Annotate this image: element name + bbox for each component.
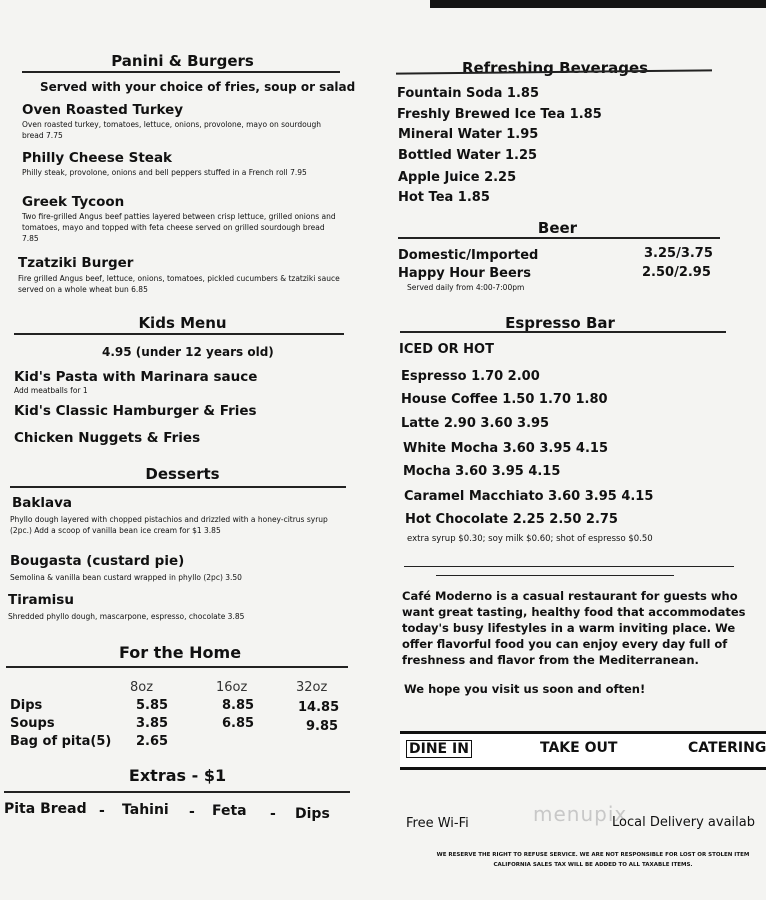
beer-price: 2.50/2.95: [642, 265, 711, 280]
beer-price: 3.25/3.75: [644, 246, 713, 261]
menu-item-desc: Philly steak, provolone, onions and bell peppers stuffed in a French roll 7.95: [22, 168, 307, 177]
menu-item-title: Tiramisu: [8, 592, 74, 608]
extras-separator: -: [270, 806, 276, 822]
size-header: 32oz: [296, 680, 328, 695]
espresso-item: White Mocha 3.60 3.95 4.15: [403, 441, 609, 456]
beer-name: Happy Hour Beers: [398, 266, 531, 281]
espresso-item: Espresso 1.70 2.00: [401, 369, 540, 384]
extras-rule: [4, 791, 350, 793]
menu-item-title: Oven Roasted Turkey: [22, 102, 184, 118]
legal-line: WE RESERVE THE RIGHT TO REFUSE SERVICE. WE ARE NOT RESPONSIBLE FOR LOST OR STOLEN ITEM: [436, 852, 750, 858]
watermark: menupix: [533, 802, 628, 826]
desserts-rule: [10, 486, 346, 488]
home-row-price: 9.85: [306, 719, 339, 734]
menu-item-title: Kid's Classic Hamburger & Fries: [14, 403, 257, 419]
home-row-price: 14.85: [298, 700, 340, 715]
menu-item-title: Greek Tycoon: [22, 194, 125, 210]
beer-heading: Beer: [537, 219, 578, 237]
extras-heading: Extras - $1: [128, 766, 227, 785]
beverage-item: Freshly Brewed Ice Tea 1.85: [397, 107, 602, 122]
about-rule: [404, 566, 734, 567]
kids-heading: Kids Menu: [138, 314, 227, 332]
beer-name: Domestic/Imported: [398, 248, 539, 263]
menu-item-desc: Oven roasted turkey, tomatoes, lettuce, onions, provolone, mayo on sourdough bread 7.75: [22, 120, 321, 140]
size-header: 16oz: [216, 680, 248, 695]
espresso-item: Caramel Macchiato 3.60 3.95 4.15: [404, 489, 654, 504]
service-take-out: TAKE OUT: [540, 740, 618, 756]
home-row-price: 5.85: [136, 698, 169, 713]
menu-item-title: Tzatziki Burger: [18, 255, 134, 271]
service-options-bar: [400, 731, 766, 770]
top-edge-bar: [430, 0, 766, 8]
espresso-item: Latte 2.90 3.60 3.95: [401, 416, 550, 431]
extras-item: Tahini: [122, 802, 169, 818]
menu-item-title: Baklava: [12, 495, 73, 511]
menu-item-desc: Fire grilled Angus beef, lettuce, onions, tomatoes, pickled cucumbers & tzatziki sauce served on a whole wheat bun 6.85: [18, 274, 340, 294]
menu-item-desc: Phyllo dough layered with chopped pistachios and drizzled with a honey-citrus syrup (2pc.) Add a scoop of vanilla bean ice cream for $1 3.85: [10, 515, 328, 535]
extras-item: Pita Bread: [4, 801, 87, 817]
extras-separator: -: [99, 803, 105, 819]
about-closing: We hope you visit us soon and often!: [404, 682, 646, 696]
home-row-name: Soups: [10, 716, 55, 731]
extras-item: Feta: [212, 803, 247, 819]
beverage-item: Apple Juice 2.25: [398, 170, 517, 185]
menu-item-desc: Semolina & vanilla bean custard wrapped in phyllo (2pc) 3.50: [10, 573, 242, 582]
espresso-rule: [400, 331, 726, 333]
extras-separator: -: [189, 804, 195, 820]
home-row-name: Dips: [10, 698, 43, 713]
kids-price: 4.95 (under 12 years old): [102, 345, 274, 359]
beer-note: Served daily from 4:00-7:00pm: [407, 283, 525, 292]
panini-heading: Panini & Burgers: [111, 52, 254, 70]
menu-item-desc: Two fire-grilled Angus beef patties layered between crisp lettuce, grilled onions and tomatoes, mayo and topped with feta cheese served on grilled sourdough bread 7.85: [22, 212, 336, 243]
home-row-price: 8.85: [222, 698, 255, 713]
home-rule: [6, 666, 348, 668]
beverage-item: Fountain Soda 1.85: [397, 86, 539, 101]
home-row-price: 2.65: [136, 734, 169, 749]
desserts-heading: Desserts: [145, 465, 220, 483]
espresso-item: House Coffee 1.50 1.70 1.80: [401, 392, 608, 407]
beverage-item: Mineral Water 1.95: [398, 127, 539, 142]
home-row-price: 6.85: [222, 716, 255, 731]
service-dine-in: DINE IN: [406, 740, 472, 758]
delivery-label: Local Delivery availab: [612, 815, 755, 830]
kids-rule: [14, 333, 344, 335]
beverage-item: Bottled Water 1.25: [398, 148, 538, 163]
espresso-subtitle: ICED OR HOT: [399, 342, 494, 357]
beer-rule: [398, 237, 720, 239]
service-catering: CATERING: [688, 740, 766, 756]
menu-item-title: Philly Cheese Steak: [22, 150, 173, 166]
espresso-note: extra syrup $0.30; soy milk $0.60; shot of espresso $0.50: [407, 534, 653, 544]
espresso-item: Mocha 3.60 3.95 4.15: [403, 464, 561, 479]
panini-rule: [22, 71, 340, 73]
beverages-heading: Refreshing Beverages: [461, 59, 649, 77]
home-row-name: Bag of pita(5): [10, 734, 112, 749]
home-heading: For the Home: [118, 643, 242, 662]
panini-subtitle: Served with your choice of fries, soup or salad: [40, 80, 356, 94]
extras-item: Dips: [295, 806, 330, 822]
about-text: Café Moderno is a casual restaurant for guests who want great tasting, healthy food that accommodates today's busy lifestyles in a warm inviting place. We offer flavorful food you can enjoy every day full of freshness and flavor from the Mediterranean.: [402, 589, 746, 667]
menu-item-desc: Add meatballs for 1: [14, 386, 88, 395]
legal-line: CALIFORNIA SALES TAX WILL BE ADDED TO ALL TAXABLE ITEMS.: [493, 862, 693, 868]
espresso-heading: Espresso Bar: [505, 314, 615, 332]
menu-item-title: Kid's Pasta with Marinara sauce: [14, 369, 258, 385]
home-row-price: 3.85: [136, 716, 169, 731]
about-rule: [436, 575, 674, 576]
menu-item-title: Chicken Nuggets & Fries: [14, 430, 201, 446]
menu-item-title: Bougasta (custard pie): [10, 553, 185, 569]
size-header: 8oz: [130, 680, 154, 695]
espresso-item: Hot Chocolate 2.25 2.50 2.75: [405, 512, 618, 527]
wifi-label: Free Wi-Fi: [406, 816, 469, 831]
menu-item-desc: Shredded phyllo dough, mascarpone, espresso, chocolate 3.85: [8, 612, 245, 621]
beverage-item: Hot Tea 1.85: [398, 190, 490, 205]
